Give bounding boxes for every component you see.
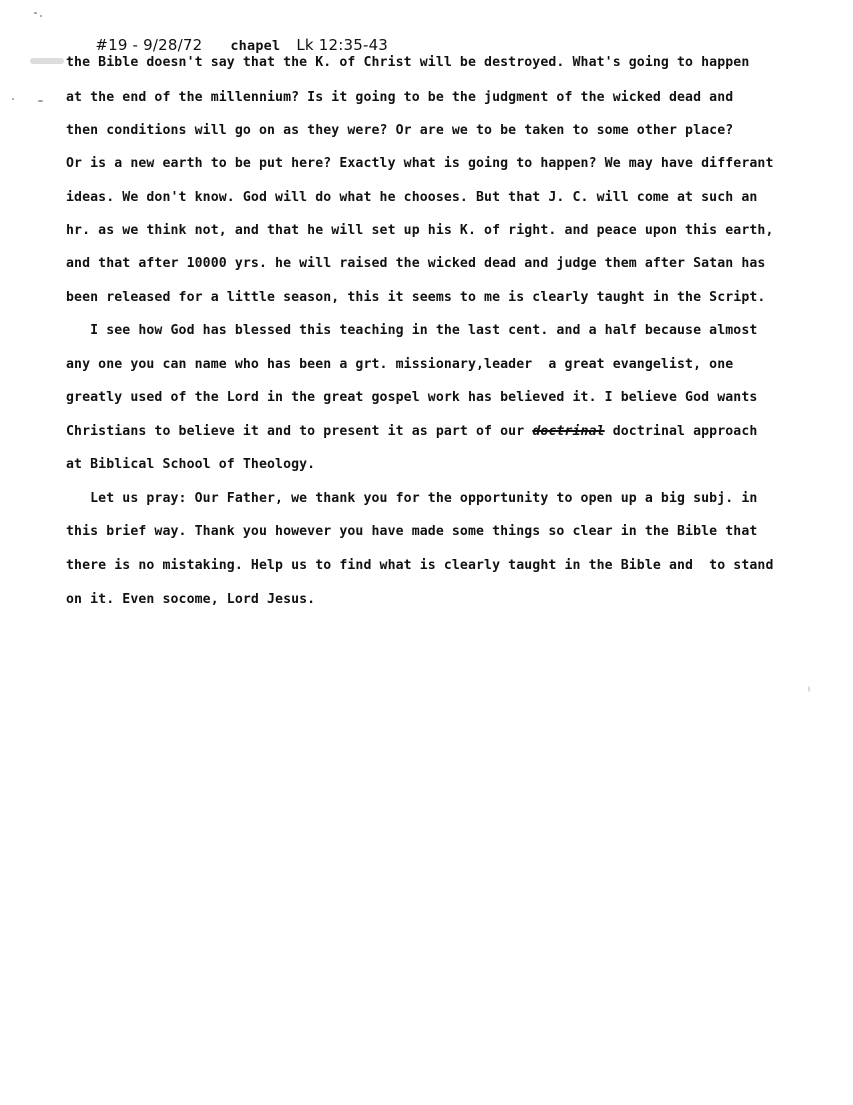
text-line: hr. as we think not, and that he will set up his K. of right. and peace upon this earth, xyxy=(66,223,774,238)
text-line: greatly used of the Lord in the great gospel work has believed it. I believe God wants xyxy=(66,390,758,405)
text-line: Let us pray: Our Father, we thank you for the opportunity to open up a big subj. in xyxy=(66,491,758,506)
text-line: this brief way. Thank you however you have made some things so clear in the Bible that xyxy=(66,524,758,539)
text-line: Or is a new earth to be put here? Exactly what is going to happen? We may have differant xyxy=(66,156,774,171)
scan-speck xyxy=(40,15,42,17)
text-line-start: Christians to believe it and to present it as part of our xyxy=(66,424,525,439)
scan-speck xyxy=(808,686,810,692)
text-line xyxy=(66,424,757,439)
text-line-end: doctrinal approach xyxy=(604,424,758,439)
text-line: at Biblical School of Theology. xyxy=(66,457,316,472)
text-line: any one you can name who has been a grt. missionary,leader a great evangelist, one xyxy=(66,357,734,372)
scan-speck xyxy=(38,100,43,102)
text-line: the Bible doesn't say that the K. of Christ will be destroyed. What's going to happen xyxy=(66,55,750,70)
text-line: ideas. We don't know. God will do what he chooses. But that J. C. will come at such an xyxy=(66,190,758,205)
scan-speck xyxy=(30,58,64,64)
text-line: at the end of the millennium? Is it going to be the judgment of the wicked dead and xyxy=(66,90,734,105)
text-line: been released for a little season, this it seems to me is clearly taught in the Script. xyxy=(66,290,766,305)
sermon-number: #19 - 9/28/72 xyxy=(95,36,203,54)
text-line: then conditions will go on as they were? Or are we to be taken to some other place? xyxy=(66,123,734,138)
text-line: on it. Even socome, Lord Jesus. xyxy=(66,592,316,607)
text-line: I see how God has blessed this teaching in the last cent. and a half because almost xyxy=(66,323,758,338)
scan-speck xyxy=(12,98,14,100)
scan-speck xyxy=(34,12,37,14)
text-line: and that after 10000 yrs. he will raised the wicked dead and judge them after Satan has xyxy=(66,256,766,271)
struck-out-word: doctrinal xyxy=(532,424,605,439)
scripture-reference: Lk 12:35-43 xyxy=(296,36,389,54)
sermon-occasion: chapel xyxy=(230,38,281,54)
text-line: there is no mistaking. Help us to find what is clearly taught in the Bible and to stand xyxy=(66,558,774,573)
